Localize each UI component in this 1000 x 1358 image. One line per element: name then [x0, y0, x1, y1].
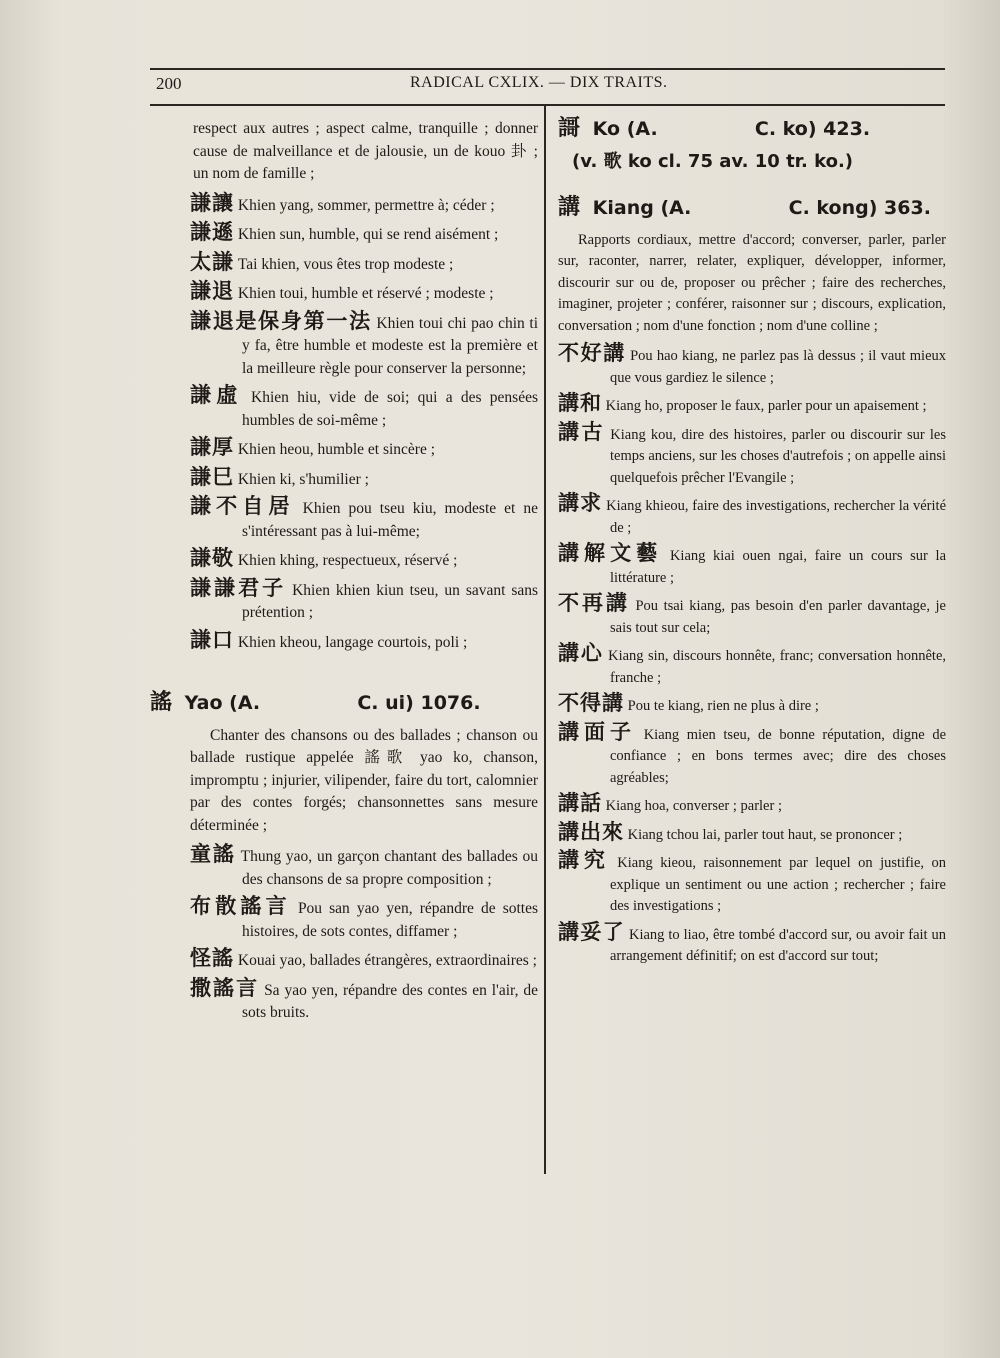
- left-column: [150, 118, 539, 1029]
- dictionary-entry: [190, 547, 538, 573]
- dictionary-entry: [190, 466, 538, 492]
- entry-text: Kiang khieou, faire des investigations, rechercher la vérité de ;: [606, 498, 947, 536]
- header-rule-top: [150, 68, 945, 70]
- entry-text: Khien ki, s'humilier ;: [237, 470, 369, 488]
- dictionary-entry: [558, 719, 947, 790]
- entry-text: Kiang mien tseu, de bonne réputation, digne de confiance ; en bons termes avec; dire des choses agréables;: [610, 726, 947, 786]
- headword-ko-variant: (v. 歌 ko cl. 75 av. 10 tr. ko.): [572, 150, 854, 172]
- entry-text: Pou hao kiang, ne parlez pas là dessus ; il vaut mieux que vous gardiez le silence ;: [610, 348, 947, 386]
- headword-char: 謌: [558, 116, 581, 141]
- running-title: RADICAL CXLIX. — DIX TRAITS.: [410, 74, 668, 91]
- entry-characters: 講求: [558, 491, 603, 515]
- headword-ref: C. ui) 1076.: [357, 692, 481, 714]
- right-column: [558, 118, 946, 972]
- dictionary-entry: [558, 850, 946, 918]
- dictionary-entry: [190, 947, 538, 973]
- dictionary-entry: [190, 384, 538, 432]
- dictionary-entry: [558, 819, 946, 847]
- entry-text: Pou san yao yen, répandre de sottes histoires, de sots contes, diffamer ;: [242, 900, 539, 940]
- kiang-definition: Rapports cordiaux, mettre d'accord; converser, parler, parler sur, raconter, narrer, relater, expliquer, développer, informer, discourir sur ou de, proposer ou prêcher ; faire des recherches, imaginer, projeter ; conférer, raisonner sur ; discours, explication, conversation ; nom d'une fonction ; nom d'une colline ;: [558, 231, 946, 334]
- entry-text: Kouai yao, ballades étrangères, extraordinaires ;: [237, 952, 537, 969]
- yao-entry-list: [190, 843, 538, 1025]
- dictionary-entry: [190, 843, 538, 891]
- entry-characters: 不再講: [558, 591, 630, 615]
- entry-text: Kiang to liao, être tombé d'accord sur, ou avoir fait un arrangement définitif; on est d'accord sur tout;: [610, 926, 947, 964]
- headword-ko: [558, 118, 946, 141]
- entry-characters: 謙巳: [190, 464, 234, 489]
- entry-text: Kiang kou, dire des histoires, parler ou discourir sur les temps anciens, sur les choses d'autrefois ; on appelle ainsi quelquefois prêcher l'Evangile ;: [610, 426, 947, 486]
- dictionary-entry: [190, 977, 538, 1025]
- headword-label: Ko (A.: [592, 118, 658, 140]
- entry-text: Khien khing, respectueux, réservé ;: [237, 552, 458, 569]
- yao-definition: Chanter des chansons ou des ballades ; chanson ou ballade rustique appelée 謠歌 yao ko, chanson, impromptu ; injurier, vilipender, faire du tort, calomnier par des contes forgés; chansonnettes sans mesure déterminée ;: [190, 726, 538, 834]
- headword-ref: C. ko) 423.: [754, 118, 871, 140]
- header-rule-bottom: [150, 104, 945, 106]
- page-header: [150, 68, 945, 108]
- dictionary-entry: [190, 895, 538, 943]
- entry-text: Tai khien, vous êtes trop modeste ;: [237, 255, 454, 273]
- entry-text: Kiang kieou, raisonnement par lequel on justifie, on explique un sentiment ou une action ; rechercher ; faire des investigations ;: [610, 855, 947, 914]
- headword-yao: [150, 692, 538, 715]
- dictionary-entry: [558, 593, 946, 639]
- entry-characters: 謙謙君子: [190, 575, 287, 600]
- headword-char: 講: [558, 195, 581, 220]
- dictionary-entry: [558, 919, 947, 968]
- entry-characters: 講究: [558, 848, 610, 872]
- entry-text: Khien yang, sommer, permettre à; céder ;: [237, 196, 495, 214]
- entry-characters: 不好講: [558, 341, 626, 365]
- entry-text: Sa yao yen, répandre des contes en l'air, de sots bruits.: [242, 981, 538, 1021]
- dictionary-entry: [190, 495, 538, 543]
- entry-characters: 講妥了: [558, 919, 626, 944]
- entry-characters: 撒謠言: [190, 975, 260, 1000]
- dictionary-entry: [558, 393, 946, 418]
- page-number: 200: [156, 74, 182, 93]
- entry-characters: 謙口: [190, 627, 234, 652]
- entry-characters: 謙不自居: [190, 494, 295, 518]
- entry-characters: 謙遜: [190, 220, 234, 244]
- entry-text: Kiang ho, proposer le faux, parler pour un apaisement ;: [605, 398, 927, 414]
- entry-characters: 謙厚: [190, 435, 234, 459]
- entry-text: Kiang sin, discours honnête, franc; conversation honnête, franche ;: [608, 648, 947, 686]
- entry-characters: 謙敬: [190, 546, 234, 570]
- dictionary-entry: [190, 192, 538, 218]
- headword-char: 謠: [150, 690, 173, 715]
- entry-characters: 謙讓: [190, 190, 234, 215]
- entry-text: Thung yao, un garçon chantant des ballades ou des chansons de sa propre composition ;: [240, 848, 539, 888]
- headword-label: Yao (A.: [184, 692, 261, 714]
- entry-text: Khien kheou, langage courtois, poli ;: [237, 633, 468, 651]
- dictionary-entry: [558, 419, 947, 490]
- dictionary-entry: [558, 643, 946, 689]
- entry-characters: 童謠: [190, 842, 236, 866]
- left-entry-list: [190, 192, 538, 655]
- entry-characters: 講和: [558, 391, 602, 415]
- entry-characters: 謙虛: [190, 383, 243, 407]
- dictionary-entry: [558, 543, 946, 589]
- continued-definition: respect aux autres ; aspect calme, tranquille ; donner cause de malveillance et de jalousie, un de kouo 卦 ; un nom de famille ;: [193, 120, 538, 182]
- dictionary-entry: [558, 343, 946, 389]
- entry-characters: 謙退: [190, 279, 234, 303]
- entry-text: Khien sun, humble, qui se rend aisément ;: [237, 226, 499, 243]
- headword-ref: C. kong) 363.: [788, 197, 931, 219]
- headword-label: Kiang (A.: [592, 197, 692, 219]
- entry-text: Pou te kiang, rien ne plus à dire ;: [627, 698, 819, 714]
- dictionary-entry: [190, 436, 538, 462]
- entry-characters: 講解文藝: [558, 541, 663, 565]
- entry-text: Khien toui chi pao chin ti y fa, être humble et modeste est la première et la meilleure règle pour conserver la personne;: [242, 314, 539, 377]
- dictionary-entry: [558, 693, 946, 718]
- dictionary-entry: [190, 629, 538, 655]
- entry-characters: 講古: [558, 419, 606, 444]
- headword-kiang: [558, 197, 946, 220]
- entry-characters: 布散謠言: [190, 894, 291, 918]
- dictionary-entry: [190, 280, 538, 306]
- entry-characters: 太謙: [190, 249, 234, 274]
- entry-characters: 講面子: [558, 719, 637, 744]
- entry-text: Kiang tchou lai, parler tout haut, se prononcer ;: [627, 826, 903, 843]
- entry-characters: 講出來: [558, 819, 624, 844]
- dictionary-entry: [558, 493, 946, 539]
- entry-text: Pou tsai kiang, pas besoin d'en parler davantage, je sais tout sur cela;: [610, 598, 946, 636]
- entry-text: Kiang hoa, converser ; parler ;: [605, 798, 782, 814]
- dictionary-entry: [190, 310, 538, 381]
- entry-text: Khien khien kiun tseu, un savant sans prétention ;: [242, 581, 539, 621]
- entry-text: Khien hiu, vide de soi; qui a des pensées humbles de soi-même ;: [242, 389, 538, 429]
- dictionary-entry: [558, 793, 946, 818]
- entry-text: Khien pou tseu kiu, modeste et ne s'intéressant pas à lui-même;: [242, 500, 539, 540]
- kiang-entry-list: [558, 343, 946, 968]
- entry-text: Khien toui, humble et réservé ; modeste ;: [237, 285, 494, 302]
- column-divider: [544, 104, 546, 1174]
- entry-characters: 不得講: [558, 691, 624, 715]
- dictionary-entry: [190, 251, 538, 277]
- entry-text: Khien heou, humble et sincère ;: [237, 441, 436, 458]
- dictionary-entry: [190, 221, 538, 247]
- entry-characters: 講心: [558, 641, 604, 665]
- dictionary-entry: [190, 577, 538, 625]
- entry-characters: 講話: [558, 791, 602, 815]
- entry-text: Kiang kiai ouen ngai, faire un cours sur la littérature ;: [610, 548, 947, 586]
- entry-characters: 怪謠: [190, 946, 234, 970]
- entry-characters: 謙退是保身第一法: [190, 308, 372, 333]
